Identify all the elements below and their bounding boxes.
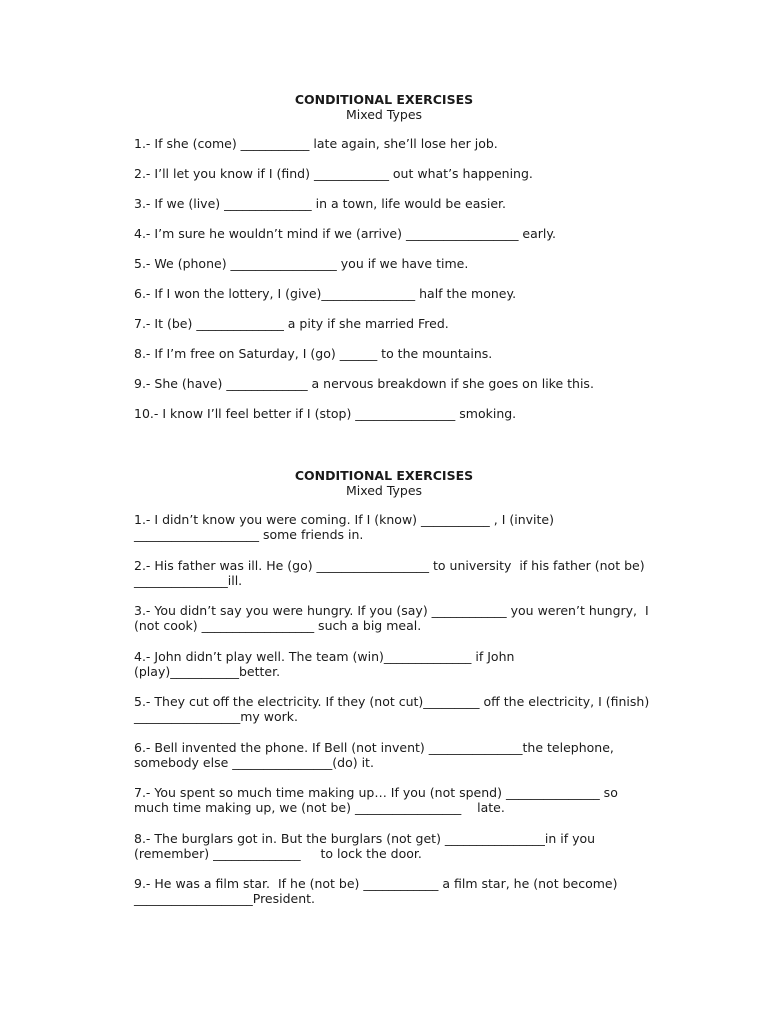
section-subtitle: Mixed Types: [345, 483, 423, 498]
exercise-list: [134, 512, 664, 906]
exercise-item-8: 8.- The burglars got in. But the burglars (not get) ________________in if you (remember) ______________ to lock the door.: [134, 830, 596, 861]
exercise-item-4: 4.- John didn’t play well. The team (win)______________ if John (play)___________better.: [134, 648, 515, 679]
section-title: CONDITIONAL EXERCISES: [294, 468, 474, 483]
exercise-item-1: 1.- If she (come) ___________ late again, she’ll lose her job.: [134, 136, 498, 151]
section-title: CONDITIONAL EXERCISES: [294, 92, 474, 107]
exercise-item-1: 1.- I didn’t know you were coming. If I (know) ___________ , I (invite) ____________________ some friends in.: [134, 512, 554, 542]
exercise-item-5: 5.- We (phone) _________________ you if we have time.: [134, 256, 469, 271]
exercise-item-6: 6.- Bell invented the phone. If Bell (not invent) _______________the telephone, somebody else ________________(do) it.: [134, 739, 614, 770]
exercise-item-9: 9.- She (have) _____________ a nervous breakdown if she goes on like this.: [134, 376, 594, 391]
exercise-section-2: [134, 468, 664, 922]
exercise-item-2: 2.- His father was ill. He (go) __________________ to university if his father (not be) _______________ill.: [134, 557, 645, 588]
exercise-item-6: 6.- If I won the lottery, I (give)_______________ half the money.: [134, 286, 517, 301]
exercise-item-9: 9.- He was a film star. If he (not be) ____________ a film star, he (not become) ___________________President.: [134, 876, 618, 906]
exercise-item-3: 3.- If we (live) ______________ in a town, life would be easier.: [134, 196, 507, 211]
exercise-item-7: 7.- It (be) ______________ a pity if she married Fred.: [134, 316, 449, 331]
exercise-item-5: 5.- They cut off the electricity. If they (not cut)_________ off the electricity, I (finish) _________________my work.: [134, 694, 650, 724]
exercise-section-1: [134, 92, 664, 436]
exercise-list: [134, 136, 664, 421]
exercise-item-7: 7.- You spent so much time making up… If you (not spend) _______________ so much time making up, we (not be) _________________ late.: [134, 785, 618, 815]
section-subtitle: Mixed Types: [345, 107, 423, 122]
exercise-item-10: 10.- I know I’ll feel better if I (stop) ________________ smoking.: [134, 406, 517, 421]
exercise-item-4: 4.- I’m sure he wouldn’t mind if we (arrive) __________________ early.: [134, 226, 556, 241]
exercise-item-8: 8.- If I’m free on Saturday, I (go) ______ to the mountains.: [134, 346, 493, 361]
exercise-item-3: 3.- You didn’t say you were hungry. If you (say) ____________ you weren’t hungry, I (not cook) __________________ such a big meal.: [134, 603, 649, 633]
exercise-item-2: 2.- I’ll let you know if I (find) ____________ out what’s happening.: [134, 166, 533, 181]
